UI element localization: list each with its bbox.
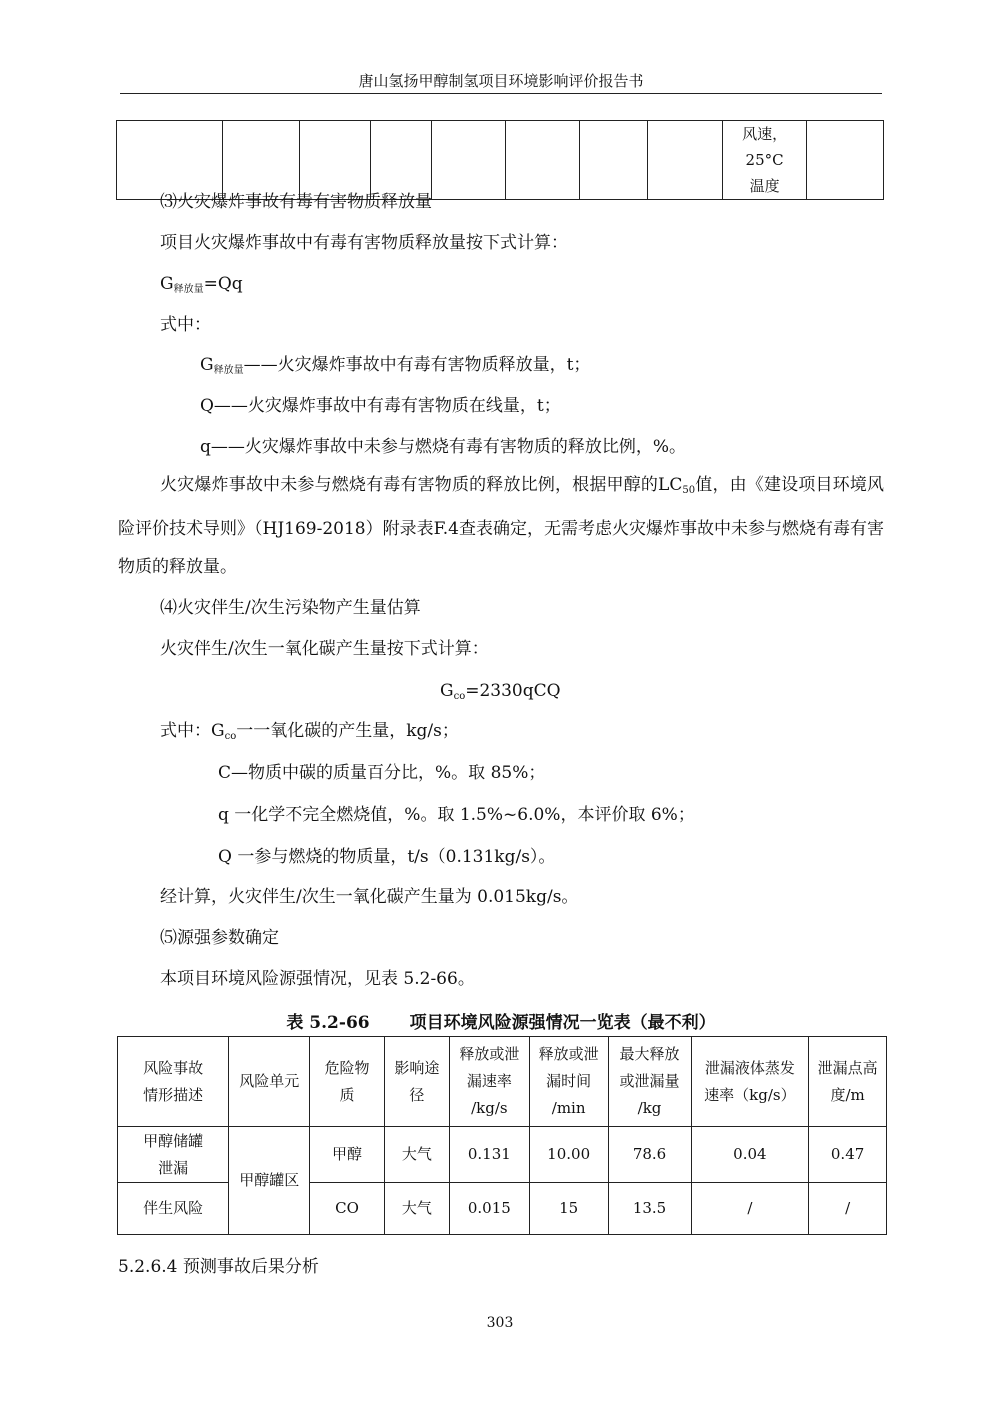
header-cell: 最大释放 或泄漏量 /kg [608,1037,691,1127]
cell-text: 温度 [749,177,780,195]
table-number: 表 5.2-66 [286,1013,370,1033]
header-cell: 风险单元 [229,1037,310,1127]
amount-cell: 13.5 [608,1183,691,1235]
paragraph-text: 火灾爆炸事故中未参与燃烧有毒有害物质的释放比例，根据甲醇的LC [160,475,683,495]
where-label: 式中： [160,315,211,335]
formula-symbol: G [440,681,454,701]
definition [200,354,590,382]
header-rule [120,93,882,94]
definition: Q 一参与燃烧的物质量，t/s（0.131kg/s）。 [218,847,556,867]
table-cell [117,121,223,200]
pathway-cell: 大气 [384,1127,449,1183]
paragraph [118,466,884,586]
header-cell: 影响途 径 [384,1037,449,1127]
table-title: 项目环境风险源强情况一览表（最不利） [409,1013,716,1033]
header-cell: 危险物 质 [310,1037,385,1127]
evap-cell: 0.04 [691,1127,809,1183]
table-caption [120,1008,882,1033]
table-cell [648,121,723,200]
rate-cell: 0.131 [449,1127,529,1183]
substance-cell: 甲醇 [310,1127,385,1183]
paragraph: 火灾伴生/次生一氧化碳产生量按下式计算： [160,639,489,659]
table-cell [580,121,648,200]
formula [440,680,561,708]
header-cell: 释放或泄 漏速率 /kg/s [449,1037,529,1127]
table-row [118,1127,887,1183]
height-cell: 0.47 [809,1127,887,1183]
evap-cell: / [691,1183,809,1235]
section-heading-5: ⑸源强参数确定 [160,928,279,948]
formula-symbol: G [160,274,174,294]
formula-text: =Qq [203,274,243,294]
scenario-cell: 伴生风险 [118,1183,229,1235]
definition: Q——火灾爆炸事故中有毒有害物质在线量，t； [200,396,561,416]
table-cell [723,121,807,200]
height-cell: / [809,1183,887,1235]
table-header-row [118,1037,887,1127]
time-cell: 15 [529,1183,608,1235]
paragraph-text: 值，由《建设项目环境风险评价技术导则》（HJ169-2018）附录表F.4查表确定，无需考虑火灾爆炸事故中未参与燃烧有毒有害物质的释放量。 [118,475,885,577]
page-number: 303 [486,1315,514,1331]
time-cell: 10.00 [529,1127,608,1183]
definition: C—物质中碳的质量百分比，%。取 85%； [218,763,546,783]
header-cell: 泄漏点高 度/m [809,1037,887,1127]
amount-cell: 78.6 [608,1127,691,1183]
formula-subscript: 释放量 [173,284,204,295]
cell-text: 风速，25°C [742,125,788,169]
definition-text: 一一氧化碳的产生量，kg/s； [236,721,459,741]
substance-cell: CO [310,1183,385,1235]
definition-text: ——火灾爆炸事故中有毒有害物质释放量，t； [243,355,591,375]
table-cell [222,121,299,200]
table-cell [431,121,506,200]
formula-symbol: G [200,355,214,375]
header-cell: 释放或泄 漏时间 /min [529,1037,608,1127]
table-cell [807,121,884,200]
section-heading-4: ⑷火灾伴生/次生污染物产生量估算 [160,598,421,618]
running-header: 唐山氢扬甲醇制氢项目环境影响评价报告书 [358,72,644,90]
section-heading-3: ⑶火灾爆炸事故有毒有害物质释放量 [160,192,432,212]
formula-subscript: co [224,731,237,742]
continued-table [116,120,884,200]
header-cell: 风险事故 情形描述 [118,1037,229,1127]
scenario-cell: 甲醇储罐 泄漏 [118,1127,229,1183]
table-cell [370,121,431,200]
section-heading-next: 5.2.6.4 预测事故后果分析 [118,1257,319,1277]
table-cell [299,121,370,200]
paragraph: 经计算，火灾伴生/次生一氧化碳产生量为 0.015kg/s。 [160,887,579,907]
formula-subscript: 释放量 [213,365,244,376]
paragraph: 项目火灾爆炸事故中有毒有害物质释放量按下式计算： [160,233,568,253]
definition: q——火灾爆炸事故中未参与燃烧有毒有害物质的释放比例，%。 [200,437,687,457]
paragraph: 本项目环境风险源强情况，见表 5.2-66。 [160,969,475,989]
pathway-cell: 大气 [384,1183,449,1235]
formula-text: =2330qCQ [465,681,561,701]
table-cell [506,121,580,200]
subscript: 50 [682,485,696,496]
header-cell: 泄漏液体蒸发 速率（kg/s） [691,1037,809,1127]
formula-subscript: co [453,691,466,702]
unit-cell: 甲醇罐区 [229,1127,310,1235]
rate-cell: 0.015 [449,1183,529,1235]
where-text: 式中：G [160,721,225,741]
where-line [160,720,459,748]
formula [160,273,243,301]
definition: q 一化学不完全燃烧值，%。取 1.5%~6.0%，本评价取 6%； [218,805,695,825]
source-strength-table [117,1036,887,1235]
